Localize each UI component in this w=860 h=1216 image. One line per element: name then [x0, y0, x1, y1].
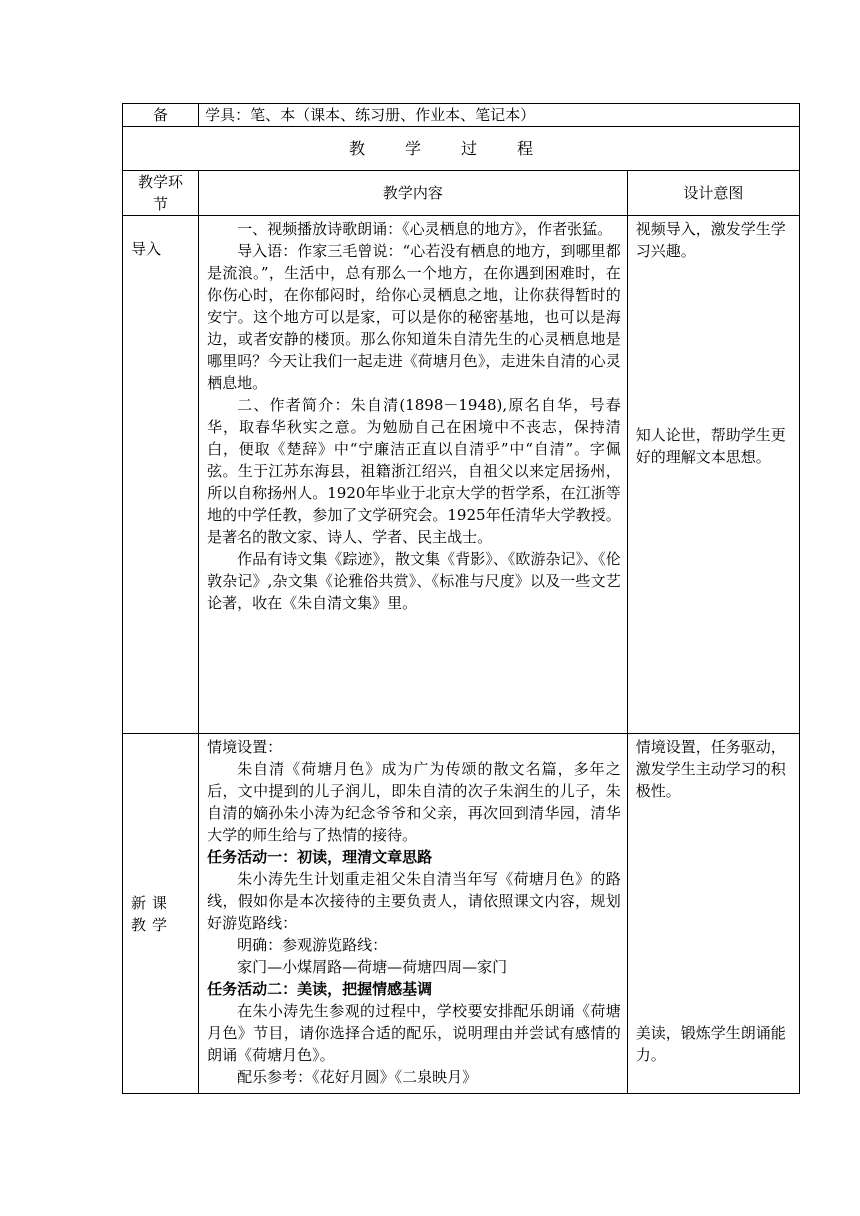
task2-music: 配乐参考：《花好月圆》《二泉映月》 [237, 1068, 478, 1086]
intro-intent [627, 216, 799, 734]
task1-text: 朱小涛先生计划重走祖父朱自清当年写《荷塘月色》的路线，假如你是本次接待的主要负责人，请依照课文内容，规划好游览路线： [207, 870, 621, 932]
intro-paragraph-4: 作品有诗文集《踪迹》，散文集《背影》、《欧游杂记》、《伦敦杂记》,杂文集《论雅俗共赏》、《标准与尺度》以及一些文艺论著，收在《朱自清文集》里。 [207, 550, 621, 612]
task2-title: 任务活动二：美读，把握情感基调 [207, 980, 433, 998]
task1-answer-label: 明确：参观游览路线： [237, 936, 388, 954]
intro-paragraph-1: 一、视频播放诗歌朗诵：《心灵栖息的地方》，作者张猛。 [237, 220, 613, 238]
task1-title: 任务活动一：初读，理清文章思路 [207, 848, 433, 866]
intro-paragraph-2: 导入语：作家三毛曾说：“心若没有栖息的地方，到哪里都是流浪。”，生活中，总有那么一个地方，在你遇到困难时，在你伤心时，在你郁闷时，给你心灵栖息之地，让你获得暂时的安宁。这个地方可以是家，可以是你的秘密基地，也可以是海边，或者安静的楼顶。那么你知道朱自清先生的心灵栖息地是哪里吗？今天让我们一起走进《荷塘月色》，走进朱自清的心灵栖息地。 [207, 242, 621, 392]
newlesson-stage: 新课教学 [123, 734, 199, 1094]
newlesson-intent-1: 情境设置，任务驱动，激发学生主动学习的积极性。 [635, 738, 786, 800]
task1-route: 家门—小煤屑路—荷塘—荷塘四周—家门 [237, 958, 508, 976]
prep-label: 备 [123, 104, 199, 127]
intro-intent-2: 知人论世，帮助学生更好的理解文本思想。 [635, 426, 786, 466]
prep-content: 学具：笔、本（课本、练习册、作业本、笔记本） [199, 104, 800, 127]
newlesson-intent [627, 734, 799, 1094]
setting-title: 情境设置： [207, 738, 283, 756]
process-title-row [123, 127, 800, 171]
intro-stage: 导入 [123, 216, 199, 734]
header-intent: 设计意图 [627, 171, 799, 216]
prep-row [123, 104, 800, 127]
lesson-plan-table [122, 103, 800, 1094]
newlesson-row [123, 734, 800, 1094]
intro-paragraph-3: 二、作者简介：朱自清(1898－1948),原名自华，号春华，取春华秋实之意。为勉励自己在困境中不丧志，保持清白，便取《楚辞》中“宁廉洁正直以自清乎”中“自清”。字佩弦。生于江苏东海县，祖籍浙江绍兴，自祖父以来定居扬州，所以自称扬州人。1920年毕业于北京大学的哲学系，在江浙等地的中学任教，参加了文学研究会。1925年任清华大学教授。是著名的散文家、诗人、学者、民主战士。 [207, 396, 621, 546]
header-stage: 教学环节 [123, 171, 199, 216]
setting-text: 朱自清《荷塘月色》成为广为传颂的散文名篇，多年之后，文中提到的儿子润儿，即朱自清的次子朱润生的儿子，朱自清的嫡孙朱小涛为纪念爷爷和父亲，再次回到清华园，清华大学的师生给与了热情的接待。 [207, 760, 621, 844]
task2-text: 在朱小涛先生参观的过程中，学校要安排配乐朗诵《荷塘月色》节目，请你选择合适的配乐，说明理由并尝试有感情的朗诵《荷塘月色》。 [207, 1002, 621, 1064]
header-content: 教学内容 [199, 171, 628, 216]
intro-intent-1: 视频导入，激发学生学习兴趣。 [635, 220, 786, 260]
header-row [123, 171, 800, 216]
newlesson-content [199, 734, 628, 1094]
intro-content [199, 216, 628, 734]
newlesson-intent-2: 美读，锻炼学生朗诵能力。 [635, 1024, 786, 1064]
process-title: 教学过程 [348, 138, 573, 158]
lesson-plan-page [122, 103, 800, 1094]
intro-row [123, 216, 800, 734]
